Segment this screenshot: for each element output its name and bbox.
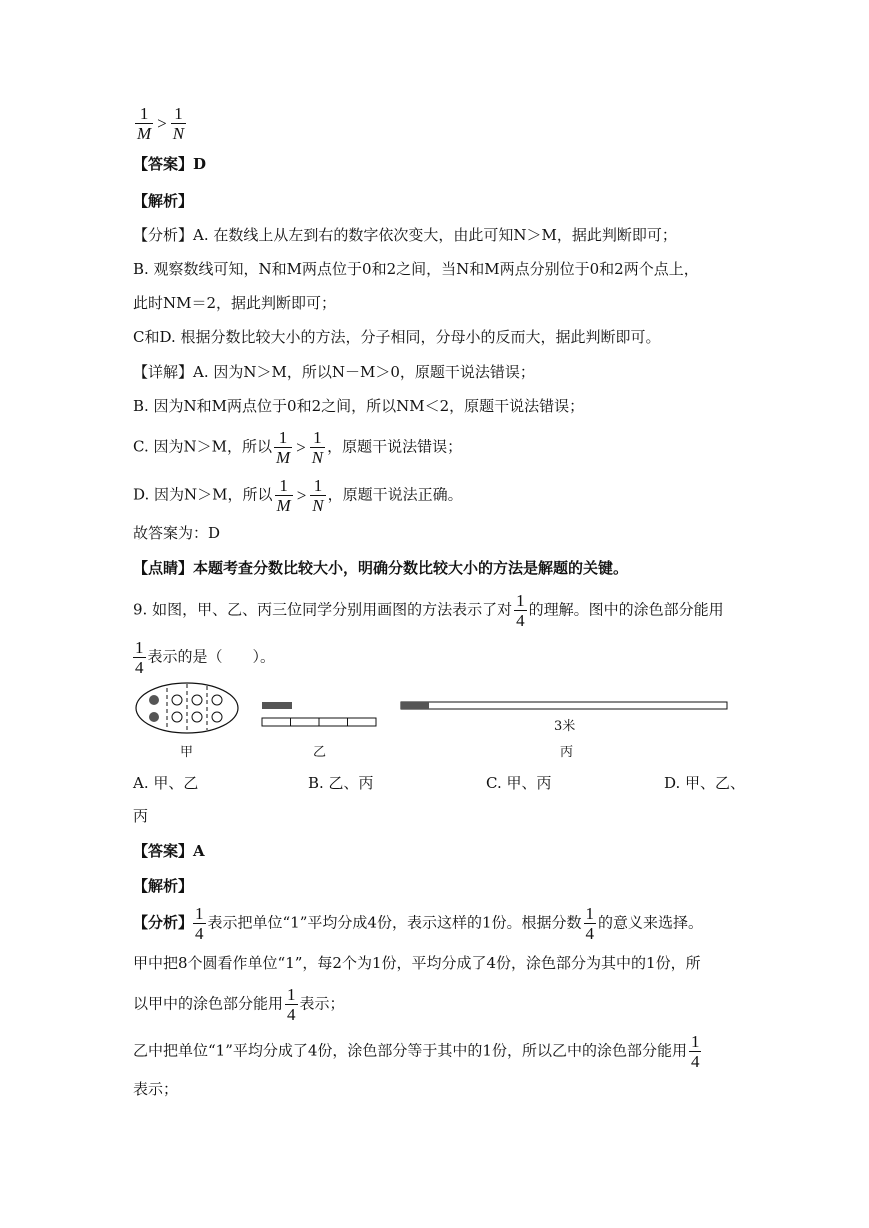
- fraction: $\frac{1}{4}$: [690, 1032, 700, 1071]
- q8-fenxi-b1: B. 观察数线可知，N和M两点位于0和2之间，当N和M两点分别位于0和2两个点上，: [133, 260, 699, 278]
- q9-yi-line2: 表示；: [133, 1080, 179, 1098]
- q9-fenxi: 【分析】 $\frac{1}{4}$ 表示把单位“1”平均分成4份，表示这样的1份。根据分数 $\frac{1}{4}$ 的意义来选择。: [133, 904, 704, 943]
- option-a: A. 甲、乙: [133, 774, 199, 792]
- fraction: $\frac{1}{M}$: [275, 428, 291, 467]
- q8-dianjing: 【点睛】本题考查分数比较大小，明确分数比较大小的方法是解题的关键。: [133, 559, 629, 577]
- fraction: $\frac{1}{4}$: [135, 638, 144, 677]
- option-b: B. 乙、丙: [308, 774, 374, 792]
- fraction: $\frac{1}{4}$: [195, 904, 204, 943]
- q9-jia-line1: 甲中把8个圆看作单位“1”，每2个为1份，平均分成了4份，涂色部分为其中的1份，所: [133, 954, 701, 972]
- option-d: D. 甲、乙、: [664, 774, 746, 792]
- q9-options: [0, 772, 869, 794]
- fraction: $\frac{1}{N}$: [312, 476, 324, 515]
- fraction-comparison: $\frac{1}{M}$ > $\frac{1}{N}$: [137, 104, 185, 143]
- label-bing: 丙: [560, 745, 574, 760]
- q9-answer: 【答案】A: [133, 842, 205, 860]
- fraction: $\frac{1}{N}$: [172, 104, 185, 143]
- q8-detail-a: 【详解】A. 因为N＞M，所以N－M＞0，原题干说法错误；: [133, 363, 535, 381]
- q8-detail-b: B. 因为N和M两点位于0和2之间，所以NM＜2，原题干说法错误；: [133, 397, 585, 415]
- q9-analysis-tag: 【解析】: [133, 877, 194, 895]
- label-jia: 甲: [180, 745, 194, 760]
- option-d-wrap: 丙: [133, 807, 149, 825]
- q8-fenxi-a: 【分析】A. 在数线上从左到右的数字依次变大，由此可知N＞M，据此判断即可；: [133, 226, 677, 244]
- fraction: $\frac{1}{4}$: [287, 985, 296, 1024]
- q8-answer: 【答案】D: [133, 155, 207, 173]
- fraction: $\frac{1}{M}$: [137, 104, 152, 143]
- q9-jia-line2: 以甲中的涂色部分能用 $\frac{1}{4}$ 表示；: [133, 985, 345, 1024]
- q8-final: 故答案为：D: [133, 524, 221, 542]
- figure-yi: [262, 702, 376, 726]
- figure-bing: [401, 702, 727, 709]
- q8-detail-c: C. 因为N＞M，所以 $\frac{1}{M}$ > $\frac{1}{N}$ ，原题干说法错误；: [133, 428, 463, 467]
- q9-stem-line2: $\frac{1}{4}$ 表示的是（ ）。: [135, 638, 276, 677]
- fraction: $\frac{1}{N}$: [311, 428, 324, 467]
- q8-analysis-tag: 【解析】: [133, 192, 194, 210]
- label-yi: 乙: [313, 745, 327, 760]
- q8-fenxi-b2: 此时NM＝2，据此判断即可；: [133, 294, 337, 312]
- fraction: $\frac{1}{4}$: [585, 904, 594, 943]
- q8-fenxi-cd: C和D. 根据分数比较大小的方法，分子相同，分母小的反而大，据此判断即可。: [133, 328, 661, 346]
- q8-detail-d: D. 因为N＞M，所以 $\frac{1}{M}$ > $\frac{1}{N}$ ，原题干说法正确。: [133, 476, 463, 515]
- fraction: $\frac{1}{M}$: [276, 476, 291, 515]
- option-c: C. 甲、丙: [486, 774, 552, 792]
- q9-stem-line1: 9. 如图，甲、乙、丙三位同学分别用画图的方法表示了对 $\frac{1}{4}$ 的理解。图中的涂色部分能用: [133, 591, 724, 630]
- length-label: 3米: [554, 719, 576, 734]
- q9-yi-line1: 乙中把单位“1”平均分成了4份，涂色部分等于其中的1份，所以乙中的涂色部分能用 $\frac{1}{4}$: [133, 1032, 700, 1071]
- fraction: $\frac{1}{4}$: [516, 591, 525, 630]
- figure-jia: [136, 683, 238, 733]
